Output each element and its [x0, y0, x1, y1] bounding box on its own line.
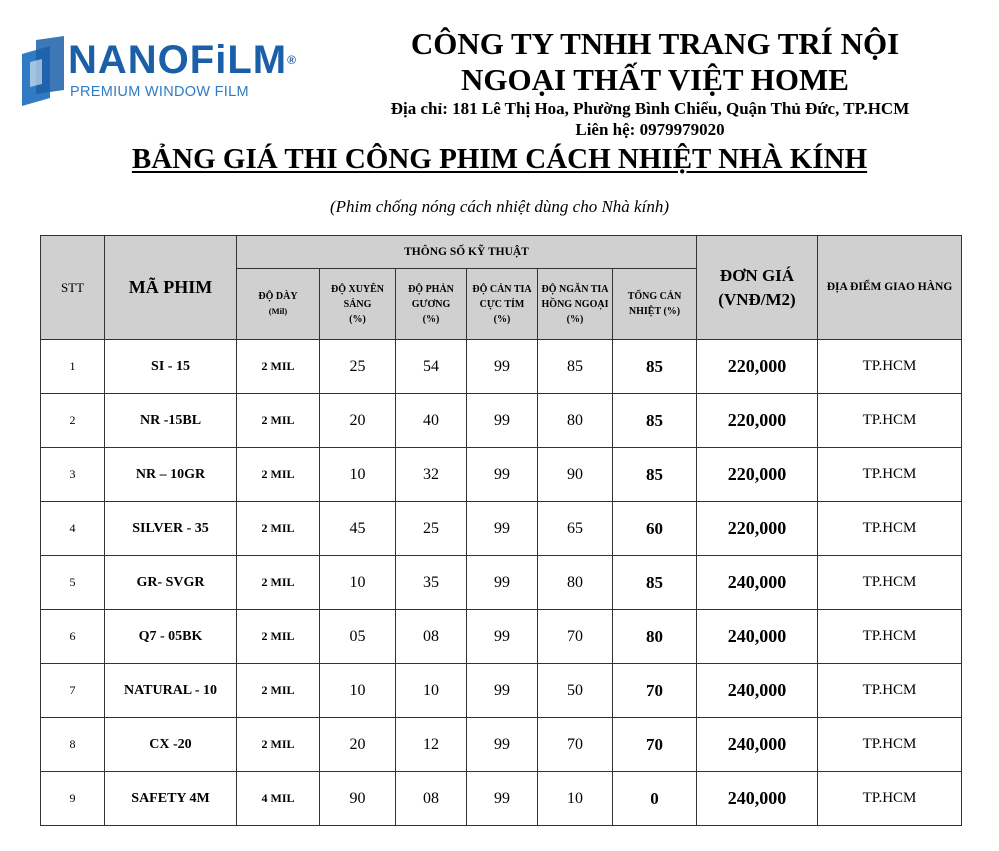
cell-visible-light: 25 — [320, 340, 396, 394]
page-title: BẢNG GIÁ THI CÔNG PHIM CÁCH NHIỆT NHÀ KÍNH — [131, 143, 868, 175]
cell-uv-rejection: 99 — [467, 772, 538, 826]
cell-reflectance: 25 — [396, 502, 467, 556]
cell-film-code: NR -15BL — [105, 394, 237, 448]
cell-ir-rejection: 10 — [538, 772, 613, 826]
cell-reflectance: 12 — [396, 718, 467, 772]
cell-uv-rejection: 99 — [467, 610, 538, 664]
cell-delivery-place: TP.HCM — [818, 664, 962, 718]
header-code: MÃ PHIM — [105, 236, 237, 340]
cell-reflectance: 40 — [396, 394, 467, 448]
cell-thickness: 2 MIL — [237, 718, 320, 772]
brand-name: NANOFiLM® — [68, 38, 297, 82]
cell-reflectance: 32 — [396, 448, 467, 502]
cell-ir-rejection: 80 — [538, 556, 613, 610]
price-table — [40, 235, 962, 826]
cell-delivery-place: TP.HCM — [818, 394, 962, 448]
company-name-line1: CÔNG TY TNHH TRANG TRÍ NỘI — [410, 26, 900, 61]
cell-price: 240,000 — [697, 664, 818, 718]
cell-ir-rejection: 70 — [538, 610, 613, 664]
cell-price: 240,000 — [697, 556, 818, 610]
cell-total-heat-rejection: 80 — [613, 610, 697, 664]
cell-uv-rejection: 99 — [467, 502, 538, 556]
cell-visible-light: 10 — [320, 448, 396, 502]
cell-ir-rejection: 65 — [538, 502, 613, 556]
company-address: Địa chỉ: 181 Lê Thị Hoa, Phường Bình Chiểu, Quận Thủ Đức, TP.HCM — [390, 99, 910, 118]
company-name-line2: NGOẠI THẤT VIỆT HOME — [461, 62, 849, 97]
header-reflectance: ĐỘ PHẢN GƯƠNG (%) — [396, 269, 467, 340]
cell-uv-rejection: 99 — [467, 718, 538, 772]
cell-thickness: 2 MIL — [237, 664, 320, 718]
cell-price: 220,000 — [697, 448, 818, 502]
cell-reflectance: 10 — [396, 664, 467, 718]
cell-ir-rejection: 50 — [538, 664, 613, 718]
header-visible-light: ĐỘ XUYÊN SÁNG (%) — [320, 269, 396, 340]
cell-visible-light: 20 — [320, 394, 396, 448]
cell-visible-light: 05 — [320, 610, 396, 664]
cell-reflectance: 08 — [396, 610, 467, 664]
brand-logo — [20, 36, 297, 106]
cell-visible-light: 45 — [320, 502, 396, 556]
cell-delivery-place: TP.HCM — [818, 718, 962, 772]
cell-price: 220,000 — [697, 502, 818, 556]
cell-uv-rejection: 99 — [467, 448, 538, 502]
cell-delivery-place: TP.HCM — [818, 556, 962, 610]
header-delivery-place: ĐỊA ĐIỂM GIAO HÀNG — [818, 236, 962, 340]
header-uv-rejection: ĐỘ CẢN TIA CỰC TÍM (%) — [467, 269, 538, 340]
cell-thickness: 2 MIL — [237, 502, 320, 556]
header-price: ĐƠN GIÁ (VNĐ/M2) — [697, 236, 818, 340]
cell-film-code: NR – 10GR — [105, 448, 237, 502]
cell-reflectance: 35 — [396, 556, 467, 610]
cell-film-code: SI - 15 — [105, 340, 237, 394]
page-subtitle: (Phim chống nóng cách nhiệt dùng cho Nhà kính) — [330, 197, 669, 216]
cell-price: 240,000 — [697, 772, 818, 826]
table-row — [41, 340, 962, 394]
header-ir-rejection: ĐỘ NGĂN TIA HỒNG NGOẠI (%) — [538, 269, 613, 340]
cell-price: 240,000 — [697, 610, 818, 664]
cell-film-code: SILVER - 35 — [105, 502, 237, 556]
cell-stt: 5 — [41, 556, 105, 610]
cell-film-code: GR- SVGR — [105, 556, 237, 610]
cell-total-heat-rejection: 70 — [613, 664, 697, 718]
cell-stt: 2 — [41, 394, 105, 448]
table-row — [41, 664, 962, 718]
cell-delivery-place: TP.HCM — [818, 502, 962, 556]
window-film-icon — [20, 36, 66, 106]
cell-stt: 6 — [41, 610, 105, 664]
table-row — [41, 502, 962, 556]
cell-uv-rejection: 99 — [467, 394, 538, 448]
cell-stt: 7 — [41, 664, 105, 718]
cell-visible-light: 20 — [320, 718, 396, 772]
cell-delivery-place: TP.HCM — [818, 772, 962, 826]
header-thickness: ĐỘ DÀY (Mil) — [237, 269, 320, 340]
cell-ir-rejection: 90 — [538, 448, 613, 502]
cell-thickness: 2 MIL — [237, 448, 320, 502]
cell-stt: 8 — [41, 718, 105, 772]
company-contact: Liên hệ: 0979979020 — [575, 120, 725, 139]
header-stt: STT — [41, 236, 105, 340]
cell-uv-rejection: 99 — [467, 556, 538, 610]
cell-stt: 1 — [41, 340, 105, 394]
cell-total-heat-rejection: 85 — [613, 394, 697, 448]
cell-visible-light: 90 — [320, 772, 396, 826]
table-row — [41, 610, 962, 664]
table-row — [41, 448, 962, 502]
table-row — [41, 394, 962, 448]
cell-film-code: Q7 - 05BK — [105, 610, 237, 664]
cell-price: 220,000 — [697, 394, 818, 448]
cell-film-code: SAFETY 4M — [105, 772, 237, 826]
cell-total-heat-rejection: 60 — [613, 502, 697, 556]
cell-total-heat-rejection: 0 — [613, 772, 697, 826]
cell-thickness: 2 MIL — [237, 556, 320, 610]
cell-thickness: 2 MIL — [237, 610, 320, 664]
cell-thickness: 4 MIL — [237, 772, 320, 826]
cell-reflectance: 08 — [396, 772, 467, 826]
cell-visible-light: 10 — [320, 664, 396, 718]
cell-total-heat-rejection: 70 — [613, 718, 697, 772]
table-row — [41, 772, 962, 826]
table-row — [41, 556, 962, 610]
cell-thickness: 2 MIL — [237, 394, 320, 448]
header-total-heat-rejection: TỔNG CẢN NHIỆT (%) — [613, 269, 697, 340]
cell-visible-light: 10 — [320, 556, 396, 610]
cell-total-heat-rejection: 85 — [613, 448, 697, 502]
cell-total-heat-rejection: 85 — [613, 556, 697, 610]
cell-price: 240,000 — [697, 718, 818, 772]
cell-uv-rejection: 99 — [467, 340, 538, 394]
cell-stt: 3 — [41, 448, 105, 502]
cell-thickness: 2 MIL — [237, 340, 320, 394]
cell-total-heat-rejection: 85 — [613, 340, 697, 394]
cell-ir-rejection: 70 — [538, 718, 613, 772]
cell-stt: 9 — [41, 772, 105, 826]
cell-ir-rejection: 80 — [538, 394, 613, 448]
brand-tagline: PREMIUM WINDOW FILM — [70, 84, 249, 100]
cell-film-code: CX -20 — [105, 718, 237, 772]
cell-delivery-place: TP.HCM — [818, 610, 962, 664]
cell-delivery-place: TP.HCM — [818, 340, 962, 394]
table-row — [41, 718, 962, 772]
cell-stt: 4 — [41, 502, 105, 556]
cell-price: 220,000 — [697, 340, 818, 394]
cell-delivery-place: TP.HCM — [818, 448, 962, 502]
cell-ir-rejection: 85 — [538, 340, 613, 394]
cell-uv-rejection: 99 — [467, 664, 538, 718]
cell-reflectance: 54 — [396, 340, 467, 394]
cell-film-code: NATURAL - 10 — [105, 664, 237, 718]
header-specs-group: THÔNG SỐ KỸ THUẬT — [237, 236, 697, 269]
